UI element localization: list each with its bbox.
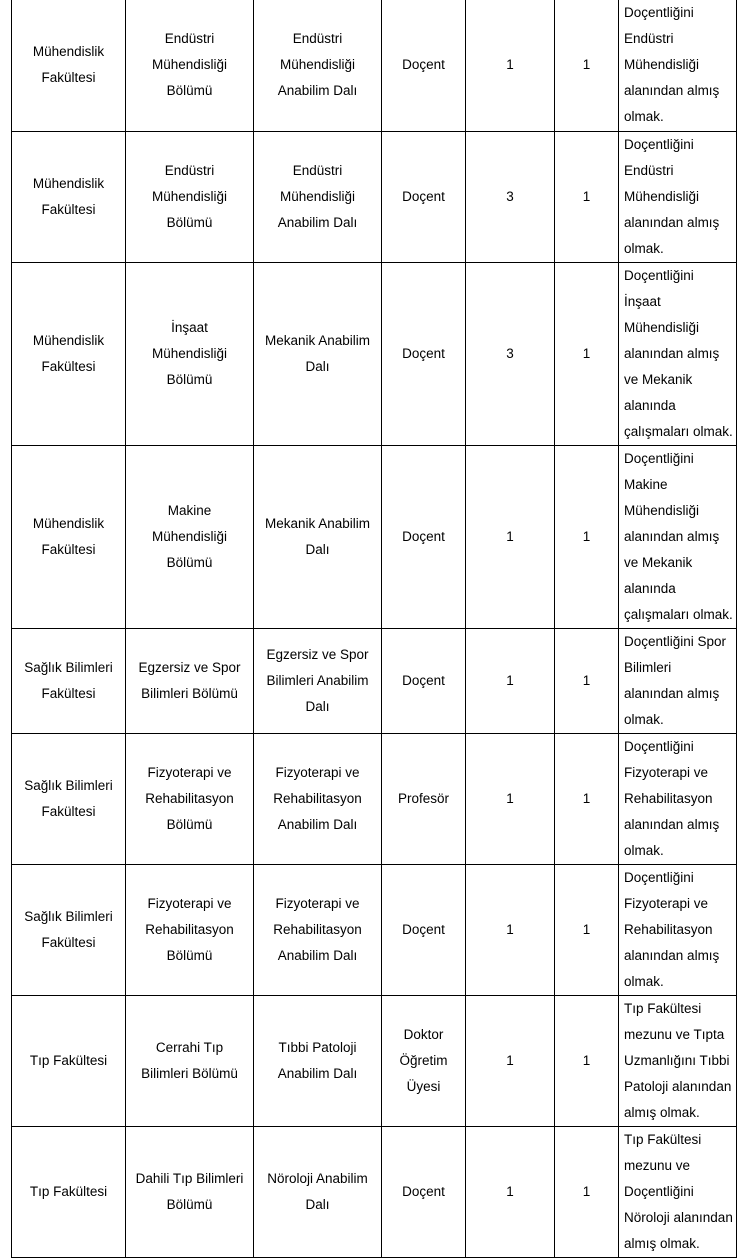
division-cell: Egzersiz ve Spor Bilimleri Anabilim Dalı: [254, 628, 382, 733]
count-cell: 1: [555, 1126, 619, 1257]
division-cell: Nöroloji Anabilim Dalı: [254, 1126, 382, 1257]
faculty-cell: Tıp Fakültesi: [12, 995, 126, 1126]
count-cell: 1: [555, 445, 619, 628]
description-cell: Doçentliğini Makine Mühendisliği alanından almış ve Mekanik alanında çalışmaları olmak.: [619, 445, 737, 628]
division-cell: Fizyoterapi ve Rehabilitasyon Anabilim Dalı: [254, 733, 382, 864]
degree-cell: 1: [466, 0, 555, 131]
description-cell: Doçentliğini Fizyoterapi ve Rehabilitasyon alanından almış olmak.: [619, 733, 737, 864]
faculty-cell: Mühendislik Fakültesi: [12, 262, 126, 445]
table-row: [12, 262, 737, 445]
title-cell: Doçent: [382, 131, 466, 262]
division-cell: Endüstri Mühendisliği Anabilim Dalı: [254, 0, 382, 131]
department-cell: Egzersiz ve Spor Bilimleri Bölümü: [126, 628, 254, 733]
title-cell: Doçent: [382, 262, 466, 445]
department-cell: Makine Mühendisliği Bölümü: [126, 445, 254, 628]
table-row: [12, 628, 737, 733]
degree-cell: 1: [466, 733, 555, 864]
title-cell: Doçent: [382, 1126, 466, 1257]
description-cell: Tıp Fakültesi mezunu ve Tıpta Uzmanlığını Tıbbi Patoloji alanından almış olmak.: [619, 995, 737, 1126]
department-cell: Fizyoterapi ve Rehabilitasyon Bölümü: [126, 733, 254, 864]
faculty-cell: Mühendislik Fakültesi: [12, 131, 126, 262]
description-cell: Doçentliğini İnşaat Mühendisliği alanından almış ve Mekanik alanında çalışmaları olmak.: [619, 262, 737, 445]
faculty-cell: Tıp Fakültesi: [12, 1126, 126, 1257]
table-row: [12, 1126, 737, 1257]
division-cell: Mekanik Anabilim Dalı: [254, 445, 382, 628]
division-cell: Endüstri Mühendisliği Anabilim Dalı: [254, 131, 382, 262]
table-row: [12, 445, 737, 628]
degree-cell: 3: [466, 131, 555, 262]
title-cell: Doçent: [382, 628, 466, 733]
division-cell: Fizyoterapi ve Rehabilitasyon Anabilim Dalı: [254, 864, 382, 995]
count-cell: 1: [555, 733, 619, 864]
division-cell: Mekanik Anabilim Dalı: [254, 262, 382, 445]
count-cell: 1: [555, 864, 619, 995]
table-row: [12, 0, 737, 131]
department-cell: İnşaat Mühendisliği Bölümü: [126, 262, 254, 445]
faculty-cell: Sağlık Bilimleri Fakültesi: [12, 628, 126, 733]
positions-table: [11, 0, 737, 1258]
count-cell: 1: [555, 628, 619, 733]
count-cell: 1: [555, 262, 619, 445]
degree-cell: 1: [466, 445, 555, 628]
table-row: [12, 733, 737, 864]
description-cell: Doçentliğini Spor Bilimleri alanından almış olmak.: [619, 628, 737, 733]
description-cell: Doçentliğini Endüstri Mühendisliği alanından almış olmak.: [619, 131, 737, 262]
description-cell: Tıp Fakültesi mezunu ve Doçentliğini Nöroloji alanından almış olmak.: [619, 1126, 737, 1257]
table-row: [12, 131, 737, 262]
table-row: [12, 995, 737, 1126]
degree-cell: 1: [466, 628, 555, 733]
division-cell: Tıbbi Patoloji Anabilim Dalı: [254, 995, 382, 1126]
faculty-cell: Mühendislik Fakültesi: [12, 0, 126, 131]
count-cell: 1: [555, 131, 619, 262]
faculty-cell: Mühendislik Fakültesi: [12, 445, 126, 628]
title-cell: Doktor Öğretim Üyesi: [382, 995, 466, 1126]
degree-cell: 1: [466, 1126, 555, 1257]
count-cell: 1: [555, 995, 619, 1126]
count-cell: 1: [555, 0, 619, 131]
title-cell: Doçent: [382, 445, 466, 628]
title-cell: Doçent: [382, 0, 466, 131]
table-row: [12, 864, 737, 995]
degree-cell: 1: [466, 995, 555, 1126]
title-cell: Profesör: [382, 733, 466, 864]
faculty-cell: Sağlık Bilimleri Fakültesi: [12, 864, 126, 995]
description-cell: Doçentliğini Fizyoterapi ve Rehabilitasyon alanından almış olmak.: [619, 864, 737, 995]
description-cell: Doçentliğini Endüstri Mühendisliği alanından almış olmak.: [619, 0, 737, 131]
degree-cell: 3: [466, 262, 555, 445]
faculty-cell: Sağlık Bilimleri Fakültesi: [12, 733, 126, 864]
title-cell: Doçent: [382, 864, 466, 995]
department-cell: Endüstri Mühendisliği Bölümü: [126, 131, 254, 262]
department-cell: Cerrahi Tıp Bilimleri Bölümü: [126, 995, 254, 1126]
department-cell: Dahili Tıp Bilimleri Bölümü: [126, 1126, 254, 1257]
degree-cell: 1: [466, 864, 555, 995]
department-cell: Endüstri Mühendisliği Bölümü: [126, 0, 254, 131]
department-cell: Fizyoterapi ve Rehabilitasyon Bölümü: [126, 864, 254, 995]
